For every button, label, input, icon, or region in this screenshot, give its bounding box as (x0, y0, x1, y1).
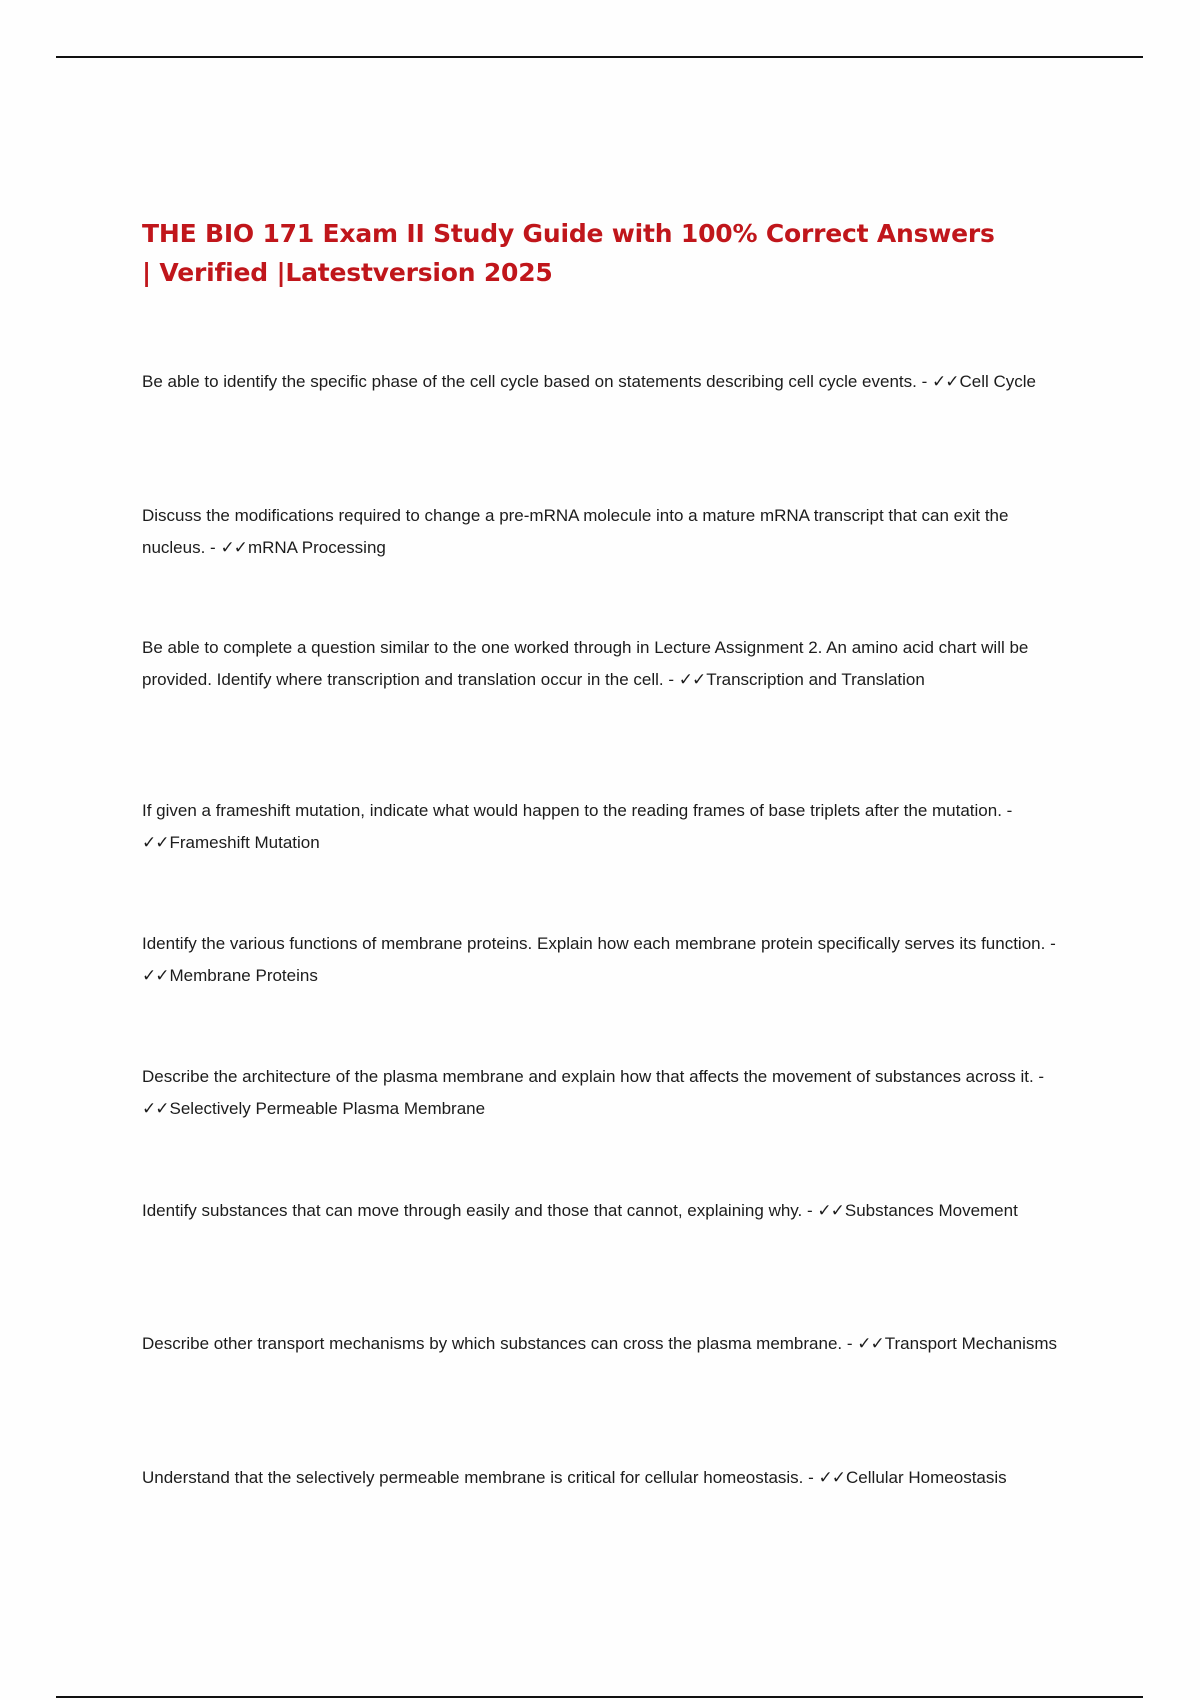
question-text: Be able to identify the specific phase of the cell cycle based on statements describing cell cycle events. - (142, 372, 928, 391)
qa-item-7 (142, 1195, 1072, 1227)
check-icon: ✓✓ (142, 833, 169, 852)
answer-text: Cellular Homeostasis (846, 1468, 1007, 1487)
check-icon: ✓✓ (857, 1334, 884, 1353)
qa-item-6 (142, 1061, 1072, 1125)
question-text: If given a frameshift mutation, indicate what would happen to the reading frames of base triplets after the mutation. - (142, 801, 1013, 820)
answer-text: Cell Cycle (959, 372, 1037, 391)
answer-text: Frameshift Mutation (169, 833, 320, 852)
question-text: Understand that the selectively permeable membrane is critical for cellular homeostasis. - (142, 1468, 814, 1487)
answer-text: Selectively Permeable Plasma Membrane (169, 1099, 486, 1118)
check-icon: ✓✓ (142, 1099, 169, 1118)
qa-item-4 (142, 795, 1072, 859)
answer-text: Transcription and Translation (706, 670, 925, 689)
qa-item-2 (142, 500, 1072, 564)
check-icon: ✓✓ (818, 1468, 846, 1487)
document-title: THE BIO 171 Exam II Study Guide with 100% Correct Answers | Verified |Latestversion 2025 (142, 219, 995, 287)
check-icon: ✓✓ (142, 966, 169, 985)
check-icon: ✓✓ (932, 372, 959, 391)
qa-item-1 (142, 366, 1072, 398)
check-icon: ✓✓ (817, 1201, 844, 1220)
question-text: Identify substances that can move through easily and those that cannot, explaining why. - (142, 1201, 813, 1220)
qa-item-9 (142, 1462, 1072, 1494)
check-icon: ✓✓ (220, 538, 247, 557)
answer-text: Membrane Proteins (169, 966, 318, 985)
answer-text: Transport Mechanisms (884, 1334, 1058, 1353)
question-text: Describe the architecture of the plasma membrane and explain how that affects the movement of substances across it. - (142, 1067, 1045, 1086)
answer-text: Substances Movement (844, 1201, 1018, 1220)
check-icon: ✓✓ (678, 670, 706, 689)
qa-item-5 (142, 928, 1072, 992)
bottom-rule (56, 1696, 1143, 1698)
question-text: Identify the various functions of membrane proteins. Explain how each membrane protein specifically serves its function. - (142, 934, 1056, 953)
question-text: Be able to complete a question similar to the one worked through in Lecture Assignment 2. An amino acid chart will be provided. Identify where transcription and translation occur in the cell. - (142, 638, 1029, 689)
top-rule (56, 56, 1143, 58)
qa-item-8 (142, 1328, 1072, 1360)
answer-text: mRNA Processing (247, 538, 386, 557)
qa-item-3 (142, 632, 1072, 696)
question-text: Describe other transport mechanisms by which substances can cross the plasma membrane. - (142, 1334, 853, 1353)
question-text: Discuss the modifications required to change a pre-mRNA molecule into a mature mRNA transcript that can exit the nucleus. - (142, 506, 1009, 557)
